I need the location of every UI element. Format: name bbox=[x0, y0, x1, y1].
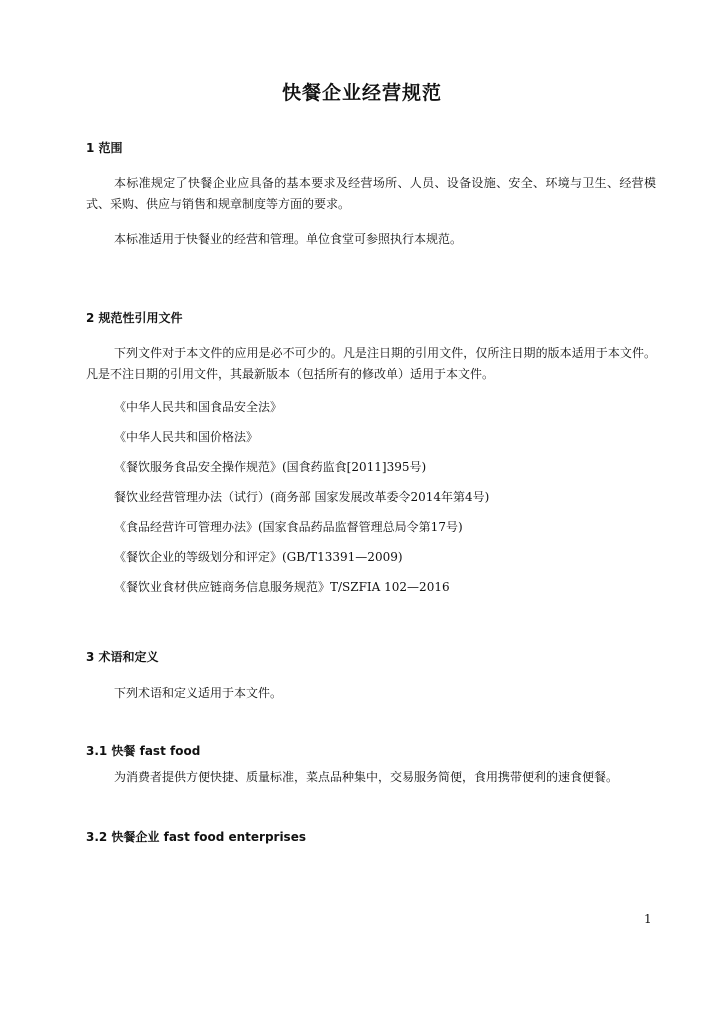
term-3-2-heading: 3.2 快餐企业 fast food enterprises bbox=[86, 830, 306, 844]
scope-paragraph-1: 本标准规定了快餐企业应具备的基本要求及经营场所、人员、设备设施、安全、环境与卫生、经营模式、采购、供应与销售和规章制度等方面的要求。 bbox=[86, 176, 656, 211]
reference-item: 《中华人民共和国价格法》 bbox=[114, 430, 259, 444]
reference-item: 《餐饮企业的等级划分和评定》(GB/T13391—2009) bbox=[114, 550, 403, 564]
page-number: 1 bbox=[644, 912, 652, 926]
reference-item: 《中华人民共和国食品安全法》 bbox=[114, 400, 283, 414]
scope-paragraph-2: 本标准适用于快餐业的经营和管理。单位食堂可参照执行本规范。 bbox=[114, 232, 463, 246]
terms-intro: 下列术语和定义适用于本文件。 bbox=[114, 686, 283, 700]
reference-item: 《餐饮业食材供应链商务信息服务规范》T/SZFIA 102—2016 bbox=[114, 580, 450, 594]
normative-refs-intro: 下列文件对于本文件的应用是必不可少的。凡是注日期的引用文件，仅所注日期的版本适用于本文件。凡是不注日期的引用文件，其最新版本（包括所有的修改单）适用于本文件。 bbox=[86, 346, 656, 381]
section-2-heading: 2 规范性引用文件 bbox=[86, 311, 183, 325]
reference-item: 《餐饮服务食品安全操作规范》(国食药监食[2011]395号) bbox=[114, 460, 427, 474]
term-3-1-definition: 为消费者提供方便快捷、质量标准，菜点品种集中，交易服务简便，食用携带便利的速食便餐。 bbox=[114, 770, 619, 784]
term-3-1-heading: 3.1 快餐 fast food bbox=[86, 744, 201, 758]
section-1-heading: 1 范围 bbox=[86, 141, 123, 155]
reference-item: 餐饮业经营管理办法（试行）(商务部 国家发展改革委令2014年第4号) bbox=[114, 490, 490, 504]
section-3-heading: 3 术语和定义 bbox=[86, 650, 159, 664]
document-title: 快餐企业经营规范 bbox=[281, 82, 442, 104]
reference-item: 《食品经营许可管理办法》(国家食品药品监督管理总局令第17号) bbox=[114, 520, 463, 534]
